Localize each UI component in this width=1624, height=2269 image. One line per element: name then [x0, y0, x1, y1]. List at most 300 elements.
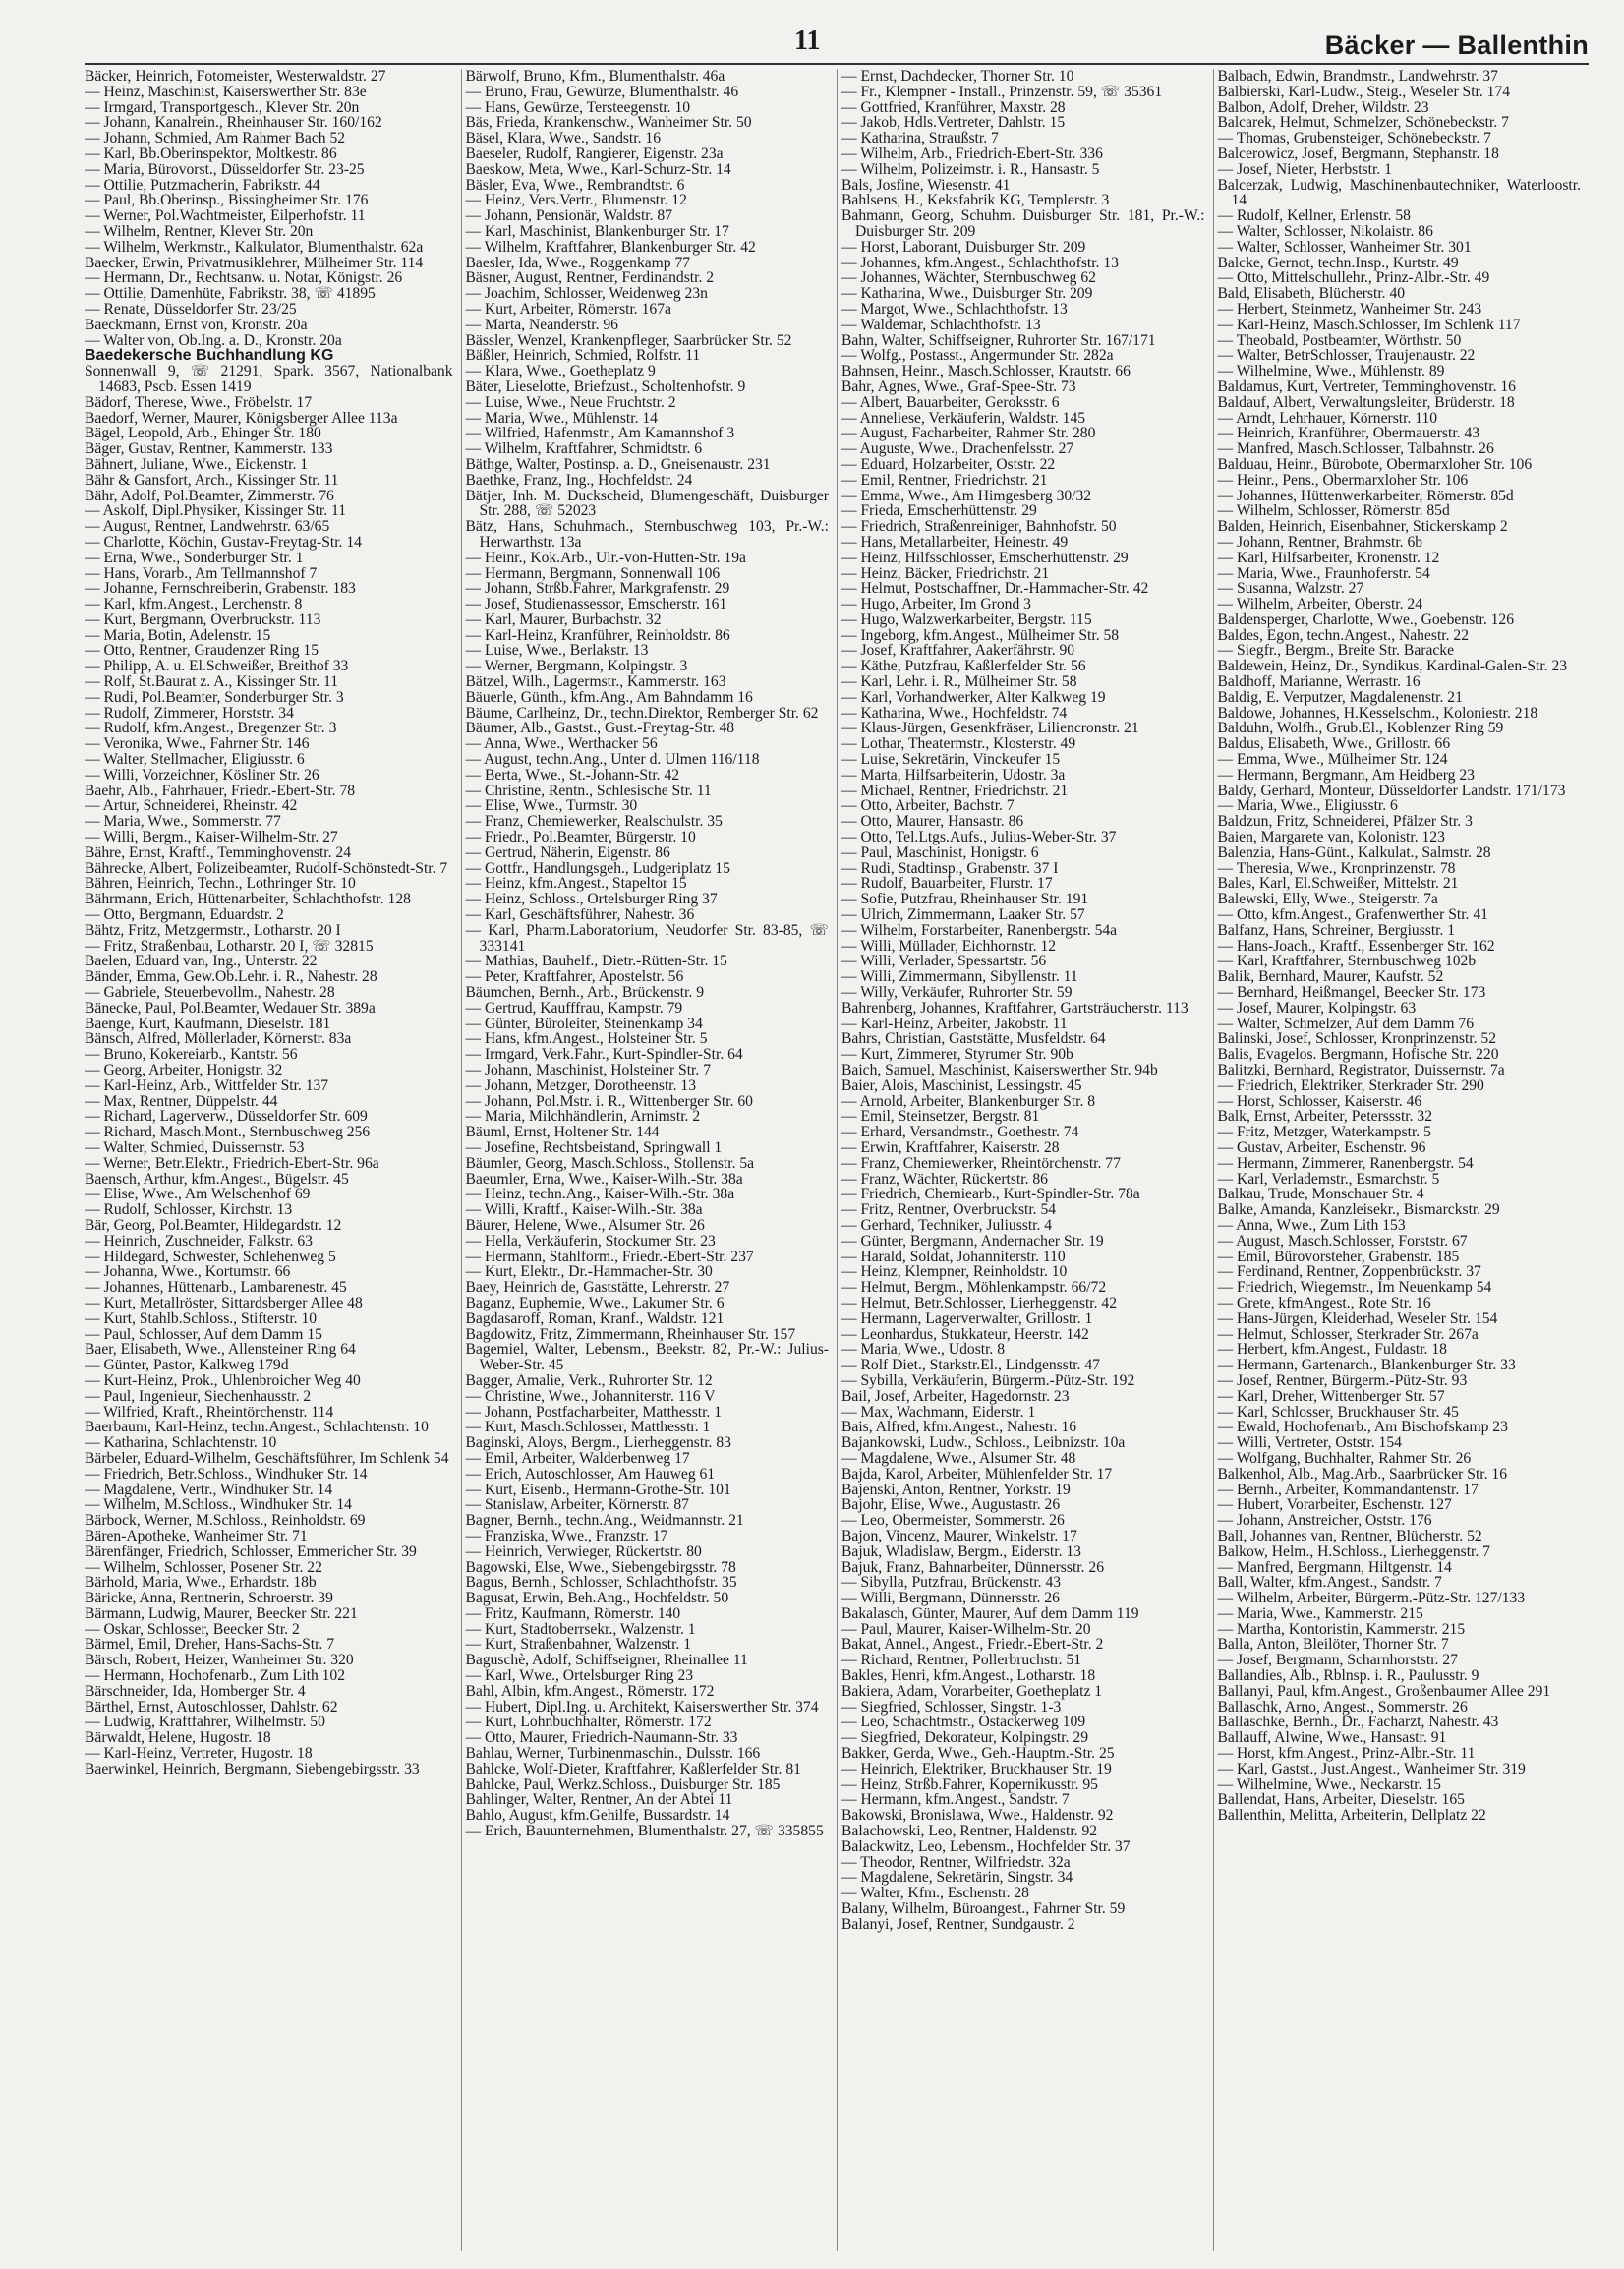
directory-entry: Bales, Karl, El.Schweißer, Mittelstr. 21 — [1217, 875, 1459, 893]
directory-entry: — Max, Wachmann, Eiderstr. 1 — [841, 1403, 1036, 1421]
directory-entry: — Wilhelm, Kraftfahrer, Schmidtstr. 6 — [465, 440, 703, 458]
directory-entry: — Walter, Kfm., Eschenstr. 28 — [841, 1885, 1029, 1902]
directory-entry: — Ludwig, Kraftfahrer, Wilhelmstr. 50 — [85, 1714, 325, 1731]
directory-entry: Bajankowski, Ludw., Schloss., Leibnizstr. 10a — [841, 1434, 1126, 1452]
directory-entry: — Anna, Wwe., Zum Lith 153 — [1217, 1216, 1406, 1234]
directory-entry: Baich, Samuel, Maschinist, Kaiserswerther Str. 94b — [841, 1062, 1158, 1078]
directory-entry: Bald, Elisabeth, Blücherstr. 40 — [1217, 285, 1406, 303]
directory-entry: — Emil, Arbeiter, Walderbenweg 17 — [465, 1449, 690, 1467]
directory-entry: Bäuerle, Günth., kfm.Ang., Am Bahndamm 16 — [465, 688, 753, 706]
page-header — [0, 0, 1624, 61]
directory-entry: — Kurt, Metallröster, Sittardsberger Allee 48 — [85, 1294, 363, 1311]
directory-entry: Bahlinger, Walter, Rentner, An der Abtei 11 — [465, 1791, 733, 1809]
directory-entry: Bäger, Gustav, Rentner, Kammerstr. 133 — [85, 440, 333, 458]
directory-entry: — Karl, Hilfsarbeiter, Kronenstr. 12 — [1217, 549, 1440, 566]
directory-entry: — Heinrich, Kranführer, Obermauerstr. 43 — [1217, 425, 1480, 442]
directory-entry: Bäs, Frieda, Krankenschw., Wanheimer Str. 50 — [465, 114, 752, 132]
directory-entry: — Rolf Diet., Starkstr.El., Lindgensstr. 47 — [841, 1357, 1100, 1374]
directory-entry: Balden, Heinrich, Eisenbahner, Stickerskamp 2 — [1217, 518, 1508, 536]
directory-entry: — Erhard, Versandmstr., Goethestr. 74 — [841, 1124, 1079, 1141]
directory-entry: — Karl-Heinz, Kranführer, Reinholdstr. 86 — [465, 626, 730, 644]
directory-entry: Bährmann, Erich, Hüttenarbeiter, Schlachthofstr. 128 — [85, 891, 411, 908]
directory-entry: — Karl, Wwe., Ortelsburger Ring 23 — [465, 1667, 694, 1685]
directory-entry: — Albert, Bauarbeiter, Geroksstr. 6 — [841, 393, 1060, 411]
directory-entry: Balany, Wilhelm, Büroangest., Fahrner Str. 59 — [841, 1900, 1126, 1918]
directory-entry: — Fr., Klempner - Install., Prinzenstr. 59, ☏ 35361 — [841, 83, 1163, 100]
directory-entry: — Theobald, Postbeamter, Wörthstr. 50 — [1217, 331, 1462, 349]
directory-entry: Bakiera, Adam, Vorarbeiter, Goetheplatz 1 — [841, 1682, 1103, 1700]
directory-entry: — Veronika, Wwe., Fahrner Str. 146 — [85, 735, 310, 753]
directory-entry: — Max, Rentner, Düppelstr. 44 — [85, 1092, 278, 1110]
directory-entry: — Maria, Wwe., Mühlenstr. 14 — [465, 409, 658, 427]
directory-entry: Baethke, Franz, Ing., Hochfeldstr. 24 — [465, 471, 693, 489]
directory-entry: — Rudolf, Bauarbeiter, Flurstr. 17 — [841, 875, 1053, 893]
directory-entry: — Wolfgang, Buchhalter, Rahmer Str. 26 — [1217, 1449, 1472, 1467]
directory-entry: — Otto, Maurer, Hansastr. 86 — [841, 813, 1024, 831]
directory-entry: — Rudi, Pol.Beamter, Sonderburger Str. 3 — [85, 688, 344, 706]
directory-entry: — Heinz, kfm.Angest., Stapeltor 15 — [465, 875, 687, 893]
directory-entry: — Harald, Soldat, Johanniterstr. 110 — [841, 1248, 1066, 1265]
directory-entry: Bahl, Albin, kfm.Angest., Römerstr. 172 — [465, 1682, 715, 1700]
directory-entry: — Kurt, Bergmann, Overbruckstr. 113 — [85, 611, 321, 628]
directory-entry: Bässler, Wenzel, Krankenpfleger, Saarbrücker Str. 52 — [465, 331, 792, 349]
directory-entry: — Otto, Rentner, Graudenzer Ring 15 — [85, 642, 319, 660]
directory-entry: — Heinz, Strßb.Fahrer, Kopernikusstr. 95 — [841, 1775, 1098, 1793]
directory-entry: — Arnold, Arbeiter, Blankenburger Str. 8 — [841, 1092, 1096, 1110]
directory-entry: — Walter von, Ob.Ing. a. D., Kronstr. 20a — [85, 331, 342, 349]
directory-entry: — Ottilie, Damenhüte, Fabrikstr. 38, ☏ 41895 — [85, 285, 376, 303]
directory-entry: — Waldemar, Schlachthofstr. 13 — [841, 316, 1041, 333]
directory-entry: Balcerzak, Ludwig, Maschinenbautechniker, Waterloostr. 14 — [1217, 176, 1581, 209]
directory-entry: Bäthge, Walter, Postinsp. a. D., Gneisenaustr. 231 — [465, 455, 771, 473]
directory-entry: — Gertrud, Näherin, Eigenstr. 86 — [465, 844, 670, 861]
directory-entry: — Richard, Masch.Mont., Sternbuschweg 256 — [85, 1124, 371, 1141]
directory-entry: — Elise, Wwe., Am Welschenhof 69 — [85, 1186, 311, 1203]
directory-entry: — Josefine, Rechtsbeistand, Springwall 1 — [465, 1138, 723, 1156]
directory-entry: — Otto, Maurer, Friedrich-Naumann-Str. 33 — [465, 1729, 738, 1747]
directory-entry: — Luise, Wwe., Neue Fruchtstr. 2 — [465, 393, 676, 411]
directory-entry: — Willi, Müllader, Eichhornstr. 12 — [841, 937, 1057, 955]
directory-entry: — Otto, Tel.Ltgs.Aufs., Julius-Weber-Str. 37 — [841, 829, 1117, 846]
directory-entry: Baganz, Euphemie, Wwe., Lakumer Str. 6 — [465, 1294, 725, 1311]
directory-entry: — Rudolf, Kellner, Erlenstr. 58 — [1217, 207, 1411, 225]
directory-entry: — Peter, Kraftfahrer, Apostelstr. 56 — [465, 968, 684, 986]
directory-entry: — Paul, Ingenieur, Siechenhausstr. 2 — [85, 1387, 312, 1405]
directory-entry: Baedekersche Buchhandlung KG — [85, 347, 334, 365]
directory-entry: — Fritz, Rentner, Overbruckstr. 54 — [841, 1201, 1057, 1219]
directory-entry: Balkau, Trude, Monschauer Str. 4 — [1217, 1186, 1424, 1203]
directory-entry: Bäume, Carlheinz, Dr., techn.Direktor, Remberger Str. 62 — [465, 704, 819, 722]
directory-entry: Bär, Georg, Pol.Beamter, Hildegardstr. 12 — [85, 1216, 342, 1234]
directory-entry: — Wilhelm, M.Schloss., Windhuker Str. 14 — [85, 1496, 352, 1514]
directory-entry: Balis, Evagelos. Bergmann, Hofische Str. 220 — [1217, 1046, 1499, 1064]
directory-entry: — Johann, Maschinist, Holsteiner Str. 7 — [465, 1062, 711, 1078]
directory-entry: — Karl-Heinz, Masch.Schlosser, Im Schlenk 117 — [1217, 316, 1521, 333]
directory-entry: — Magdalene, Wwe., Alsumer Str. 48 — [841, 1449, 1076, 1467]
directory-entry: Baldy, Gerhard, Monteur, Düsseldorfer Landstr. 171/173 — [1217, 782, 1566, 799]
directory-entry: Baldewein, Heinz, Dr., Syndikus, Kardinal-Galen-Str. 23 — [1217, 658, 1568, 675]
directory-entry: — Otto, Mittelschullehr., Prinz-Albr.-Str. 49 — [1217, 269, 1490, 287]
directory-entry: — Johann, Kanalrein., Rheinhauser Str. 160/162 — [85, 114, 382, 132]
directory-entry: — Walter, BetrSchlosser, Traujenaustr. 22 — [1217, 347, 1476, 365]
directory-entry: — August, Facharbeiter, Rahmer Str. 280 — [841, 425, 1096, 442]
directory-entry: — Heinr., Kok.Arb., Ulr.-von-Hutten-Str. 19a — [465, 549, 746, 566]
directory-entry: — Heinz, techn.Ang., Kaiser-Wilh.-Str. 38a — [465, 1186, 735, 1203]
directory-entry: — Walter, Schlosser, Wanheimer Str. 301 — [1217, 238, 1472, 256]
directory-entry: — Karl, Maschinist, Blankenburger Str. 17 — [465, 222, 729, 240]
directory-entry: — Hermann, Lagerverwalter, Grillostr. 1 — [841, 1309, 1093, 1327]
directory-entry: Baldig, E. Verputzer, Magdalenenstr. 21 — [1217, 688, 1463, 706]
directory-entry: — Hans, kfm.Angest., Holsteiner Str. 5 — [465, 1030, 708, 1048]
directory-entry: Bajuk, Franz, Bahnarbeiter, Dünnersstr. 26 — [841, 1558, 1105, 1576]
directory-entry: — Kurt, Straßenbahner, Walzenstr. 1 — [465, 1636, 692, 1654]
directory-entry: — Kurt, Stadtoberrsekr., Walzenstr. 1 — [465, 1620, 696, 1638]
directory-entry: Bakalasch, Günter, Maurer, Auf dem Damm 119 — [841, 1604, 1139, 1622]
directory-entry: — Hans, Metallarbeiter, Heinestr. 49 — [841, 533, 1069, 551]
directory-entry: — Franz, Wächter, Rückertstr. 86 — [841, 1170, 1048, 1188]
directory-entry: — Friedrich, Elektriker, Sterkrader Str. 290 — [1217, 1076, 1484, 1094]
directory-entry: — Joachim, Schlosser, Weidenweg 23n — [465, 285, 708, 303]
directory-entry: Balcke, Gernot, techn.Insp., Kurtstr. 49 — [1217, 254, 1459, 271]
directory-entry: — Emma, Wwe., Am Himgesberg 30/32 — [841, 487, 1092, 504]
directory-entry: — Karl, Pharm.Laboratorium, Neudorfer Str. 83-85, ☏ 333141 — [465, 921, 829, 955]
directory-entry: — Luise, Wwe., Berlakstr. 13 — [465, 642, 649, 660]
directory-entry: Balbierski, Karl-Ludw., Steig., Weseler Str. 174 — [1217, 83, 1511, 100]
directory-entry: Balik, Bernhard, Maurer, Kaufstr. 52 — [1217, 968, 1444, 986]
directory-entry: — Hans, Gewürze, Tersteegenstr. 10 — [465, 98, 691, 116]
directory-entry: Balla, Anton, Bleilöter, Thorner Str. 7 — [1217, 1636, 1449, 1654]
directory-columns — [85, 69, 1589, 2251]
directory-entry: — Hans-Jürgen, Kleiderhad, Weseler Str. 154 — [1217, 1309, 1498, 1327]
directory-entry: — Paul, Schlosser, Auf dem Damm 15 — [85, 1325, 322, 1343]
directory-entry: — Wilhelm, Schlosser, Römerstr. 85d — [1217, 502, 1450, 520]
directory-entry: Balewski, Elly, Wwe., Steigerstr. 7a — [1217, 891, 1438, 908]
directory-entry: — Werner, Pol.Wachtmeister, Eilperhofstr. 11 — [85, 207, 366, 225]
directory-entry: — August, Rentner, Landwehrstr. 63/65 — [85, 518, 330, 536]
directory-entry: — Karl, Geschäftsführer, Nahestr. 36 — [465, 906, 695, 924]
directory-entry: — Erich, Autoschlosser, Am Hauweg 61 — [465, 1465, 716, 1483]
directory-entry: Baerwinkel, Heinrich, Bergmann, Siebengebirgsstr. 33 — [85, 1760, 420, 1777]
directory-entry: — Walter, Schmelzer, Auf dem Damm 76 — [1217, 1015, 1475, 1032]
directory-entry: — Friedr., Pol.Beamter, Bürgerstr. 10 — [465, 829, 696, 846]
directory-entry: — Fritz, Straßenbau, Lotharstr. 20 I, ☏ 32815 — [85, 937, 374, 955]
directory-entry: — Franziska, Wwe., Franzstr. 17 — [465, 1527, 668, 1544]
directory-entry: — Maria, Wwe., Fraunhoferstr. 54 — [1217, 564, 1430, 582]
directory-entry: Bätjer, Inh. M. Duckscheid, Blumengeschäft, Duisburger Str. 288, ☏ 52023 — [465, 487, 829, 520]
directory-entry: — Heinz, Vers.Vertr., Blumenstr. 12 — [465, 192, 687, 209]
directory-entry: Bäumler, Georg, Masch.Schloss., Stollenstr. 5a — [465, 1154, 755, 1172]
directory-entry: Bagger, Amalie, Verk., Ruhrorter Str. 12 — [465, 1371, 713, 1389]
directory-entry: — Emma, Wwe., Mülheimer Str. 124 — [1217, 751, 1448, 769]
directory-entry: — Stanislaw, Arbeiter, Körnerstr. 87 — [465, 1496, 689, 1514]
directory-entry: Balcarek, Helmut, Schmelzer, Schönebeckstr. 7 — [1217, 114, 1509, 132]
directory-entry: — Lothar, Theatermstr., Klosterstr. 49 — [841, 735, 1076, 753]
directory-entry: Balduhn, Wolfh., Grub.El., Koblenzer Ring 59 — [1217, 720, 1504, 737]
directory-entry: — Johann, Pensionär, Waldstr. 87 — [465, 207, 672, 225]
directory-entry: — Manfred, Masch.Schlosser, Talbahnstr. 26 — [1217, 440, 1494, 458]
directory-entry: — Heinz, Klempner, Reinholdstr. 10 — [841, 1263, 1068, 1281]
directory-entry: Bähnert, Juliane, Wwe., Eickenstr. 1 — [85, 455, 309, 473]
directory-entry: — Helmut, Bergm., Möhlenkampstr. 66/72 — [841, 1279, 1107, 1297]
directory-entry: — Hermann, Bergmann, Am Heidberg 23 — [1217, 766, 1475, 784]
directory-entry: Bahlsens, H., Keksfabrik KG, Templerstr. 3 — [841, 192, 1110, 209]
directory-entry: Ballaschk, Arno, Angest., Sommerstr. 26 — [1217, 1698, 1468, 1716]
directory-entry: — Karl, kfm.Angest., Lerchenstr. 8 — [85, 596, 303, 613]
running-head: Bäcker — Ballenthin — [1324, 30, 1589, 60]
directory-entry: — Franz, Chemiewerker, Realschulstr. 35 — [465, 813, 723, 831]
directory-entry: — Marta, Hilfsarbeiterin, Udostr. 3a — [841, 766, 1066, 784]
directory-entry: — Siegfr., Bergm., Breite Str. Baracke — [1217, 642, 1454, 660]
directory-entry: Balachowski, Leo, Rentner, Haldenstr. 92 — [841, 1823, 1098, 1840]
directory-entry: — Johann, Rentner, Brahmstr. 6b — [1217, 533, 1423, 551]
directory-entry: — Rudolf, Zimmerer, Horststr. 34 — [85, 704, 294, 722]
directory-entry: — Werner, Betr.Elektr., Friedrich-Ebert-Str. 96a — [85, 1154, 379, 1172]
directory-entry: Baedorf, Werner, Maurer, Königsberger Allee 113a — [85, 409, 398, 427]
directory-entry: — Käthe, Putzfrau, Kaßlerfelder Str. 56 — [841, 658, 1086, 675]
directory-entry: — Rudolf, kfm.Angest., Bregenzer Str. 3 — [85, 720, 337, 737]
directory-entry: — Erich, Bauunternehmen, Blumenthalstr. 27, ☏ 335855 — [465, 1823, 824, 1840]
directory-entry: — Eduard, Holzarbeiter, Oststr. 22 — [841, 455, 1056, 473]
directory-entry: — Susanna, Walzstr. 27 — [1217, 580, 1364, 598]
directory-entry: Bärmel, Emil, Dreher, Hans-Sachs-Str. 7 — [85, 1636, 335, 1654]
directory-entry: Bahr, Agnes, Wwe., Graf-Spee-Str. 73 — [841, 378, 1076, 395]
directory-entry: Bail, Josef, Arbeiter, Hagedornstr. 23 — [841, 1387, 1070, 1405]
directory-entry: — Klara, Wwe., Goetheplatz 9 — [465, 363, 656, 380]
directory-entry: — Theodor, Rentner, Wilfriedstr. 32a — [841, 1853, 1071, 1871]
directory-entry: Bärwolf, Bruno, Kfm., Blumenthalstr. 46a — [465, 69, 725, 85]
directory-entry: Bärmann, Ludwig, Maurer, Beecker Str. 221 — [85, 1604, 358, 1622]
directory-entry: — Horst, Schlosser, Kaiserstr. 46 — [1217, 1092, 1422, 1110]
directory-entry: — Katharina, Straußstr. 7 — [841, 130, 999, 147]
directory-entry: — Johann, Anstreicher, Oststr. 176 — [1217, 1512, 1432, 1530]
directory-entry: Bakat, Annel., Angest., Friedr.-Ebert-Str. 2 — [841, 1636, 1104, 1654]
directory-entry: — Kurt, Masch.Schlosser, Matthesstr. 1 — [465, 1419, 711, 1436]
directory-entry: — Friedrich, Betr.Schloss., Windhuker Str. 14 — [85, 1465, 368, 1483]
directory-entry: Balcerowicz, Josef, Bergmann, Stephanstr. 18 — [1217, 145, 1499, 162]
directory-entry: — Hans, Vorarb., Am Tellmannshof 7 — [85, 564, 318, 582]
directory-entry: Bäurer, Helene, Wwe., Alsumer Str. 26 — [465, 1216, 705, 1234]
directory-entry: Bäßler, Heinrich, Schmied, Rolfstr. 11 — [465, 347, 701, 365]
directory-entry: Bähren, Heinrich, Techn., Lothringer Str. 10 — [85, 875, 356, 893]
directory-entry: Bähre, Ernst, Kraftf., Temminghovenstr. 24 — [85, 844, 352, 861]
directory-entry: Bahlo, August, kfm.Gehilfe, Bussardstr. 14 — [465, 1807, 730, 1825]
directory-entry: — Theresia, Wwe., Kronprinzenstr. 78 — [1217, 859, 1456, 877]
directory-entry: — Johannes, Hüttenarb., Lambarenestr. 45 — [85, 1279, 347, 1297]
directory-entry: — Johannes, Hüttenwerkarbeiter, Römerstr. 85d — [1217, 487, 1514, 504]
directory-entry: Bahnsen, Heinr., Masch.Schlosser, Krautstr. 66 — [841, 363, 1131, 380]
directory-entry: — Johanne, Fernschreiberin, Grabenstr. 183 — [85, 580, 356, 598]
directory-entry: — Artur, Schneiderei, Rheinstr. 42 — [85, 797, 298, 815]
directory-entry: Bärwaldt, Helene, Hugostr. 18 — [85, 1729, 271, 1747]
directory-entry: Sonnenwall 9, ☏ 21291, Spark. 3567, Nationalbank 14683, Pscb. Essen 1419 — [85, 363, 453, 395]
directory-entry: — Maria, Botin, Adelenstr. 15 — [85, 626, 271, 644]
directory-entry: — Gertrud, Kaufffrau, Kampstr. 79 — [465, 999, 683, 1017]
directory-entry: — Erna, Wwe., Sonderburger Str. 1 — [85, 549, 304, 566]
column-3 — [837, 69, 1213, 2251]
directory-entry: Bäumer, Alb., Gastst., Gust.-Freytag-Str. 48 — [465, 720, 735, 737]
directory-entry: Bakker, Gerda, Wwe., Geh.-Hauptm.-Str. 25 — [841, 1745, 1115, 1763]
directory-entry: Bagus, Bernh., Schlosser, Schlachthofstr. 35 — [465, 1574, 737, 1592]
directory-entry: — Johanna, Wwe., Kortumstr. 66 — [85, 1263, 291, 1281]
directory-entry: Bahn, Walter, Schiffseigner, Ruhrorter Str. 167/171 — [841, 331, 1156, 349]
directory-entry: — Josef, Maurer, Kolpingstr. 63 — [1217, 999, 1417, 1017]
directory-entry: — Karl-Heinz, Arb., Wittfelder Str. 137 — [85, 1076, 329, 1094]
directory-entry: Bänecke, Paul, Pol.Beamter, Wedauer Str. 389a — [85, 999, 376, 1017]
directory-entry: — Sofie, Putzfrau, Rheinhauser Str. 191 — [841, 891, 1089, 908]
directory-entry: — Otto, Arbeiter, Bachstr. 7 — [841, 797, 1015, 815]
directory-entry: — Maria, Wwe., Eligiusstr. 6 — [1217, 797, 1398, 815]
directory-entry: — Hermann, Zimmerer, Ranenbergstr. 54 — [1217, 1154, 1474, 1172]
directory-entry: — Jakob, Hdls.Vertreter, Dahlstr. 15 — [841, 114, 1066, 132]
directory-entry: — Auguste, Wwe., Drachenfelsstr. 27 — [841, 440, 1074, 458]
directory-entry: — Wilhelmine, Wwe., Mühlenstr. 89 — [1217, 363, 1445, 380]
directory-entry: Balackwitz, Leo, Lebensm., Hochfelder Str. 37 — [841, 1837, 1131, 1855]
directory-entry: — Leo, Obermeister, Sommerstr. 26 — [841, 1512, 1065, 1530]
directory-entry: — Charlotte, Köchin, Gustav-Freytag-Str. 14 — [85, 533, 362, 551]
directory-entry: — Otto, kfm.Angest., Grafenwerther Str. 41 — [1217, 906, 1488, 924]
directory-entry: — Irmgard, Transportgesch., Klever Str. 20n — [85, 98, 360, 116]
directory-entry: Balitzki, Bernhard, Registrator, Duissernstr. 7a — [1217, 1062, 1505, 1078]
directory-entry: Baeskow, Meta, Wwe., Karl-Schurz-Str. 14 — [465, 160, 731, 178]
directory-entry: Balfanz, Hans, Schreiner, Bergiusstr. 1 — [1217, 921, 1456, 939]
directory-entry: Baeseler, Rudolf, Rangierer, Eigenstr. 23a — [465, 145, 724, 162]
directory-entry: Bägel, Leopold, Arb., Ehinger Str. 180 — [85, 425, 321, 442]
directory-entry: Bären-Apotheke, Wanheimer Str. 71 — [85, 1527, 308, 1544]
directory-entry: Baensch, Arthur, kfm.Angest., Bügelstr. 45 — [85, 1170, 349, 1188]
directory-entry: Bänder, Emma, Gew.Ob.Lehr. i. R., Nahestr. 28 — [85, 968, 377, 986]
directory-entry: — August, techn.Ang., Unter d. Ulmen 116/118 — [465, 751, 760, 769]
directory-entry: — Georg, Arbeiter, Honigstr. 32 — [85, 1062, 283, 1078]
directory-entry: — Horst, Laborant, Duisburger Str. 209 — [841, 238, 1086, 256]
directory-entry: — Marta, Neanderstr. 96 — [465, 316, 618, 333]
directory-entry: — Otto, Bergmann, Eduardstr. 2 — [85, 906, 284, 924]
directory-entry: — Willi, Bergm., Kaiser-Wilhelm-Str. 27 — [85, 829, 338, 846]
directory-entry: Bajuk, Wladislaw, Bergm., Eiderstr. 13 — [841, 1542, 1081, 1560]
directory-entry: — Kurt-Heinz, Prok., Uhlenbroicher Weg 40 — [85, 1371, 361, 1389]
directory-entry: — Helmut, Betr.Schlosser, Lierheggenstr. 42 — [841, 1294, 1118, 1311]
directory-entry: — Magdalene, Vertr., Windhuker Str. 14 — [85, 1481, 333, 1498]
directory-entry: — August, Masch.Schlosser, Forststr. 67 — [1217, 1232, 1468, 1250]
directory-entry: — Hermann, Hochofenarb., Zum Lith 102 — [85, 1667, 346, 1685]
directory-entry: — Karl, Vorhandwerker, Alter Kalkweg 19 — [841, 688, 1106, 706]
directory-entry: — Johann, Strßb.Fahrer, Markgrafenstr. 29 — [465, 580, 730, 598]
directory-entry: Ballendat, Hans, Arbeiter, Dieselstr. 165 — [1217, 1791, 1465, 1809]
directory-entry: — Leo, Schachtmstr., Ostackerweg 109 — [841, 1714, 1086, 1731]
directory-entry: — Günter, Bergmann, Andernacher Str. 19 — [841, 1232, 1104, 1250]
directory-entry: Balk, Ernst, Arbeiter, Peterssstr. 32 — [1217, 1108, 1433, 1126]
directory-entry: — Hermann, Stahlform., Friedr.-Ebert-Str. 237 — [465, 1248, 754, 1265]
directory-entry: Baldensperger, Charlotte, Wwe., Goebenstr. 126 — [1217, 611, 1515, 628]
directory-entry: — Wilhelm, Schlosser, Posener Str. 22 — [85, 1558, 322, 1576]
directory-entry: Baldowe, Johannes, H.Kesselschm., Koloniestr. 218 — [1217, 704, 1538, 722]
directory-entry: — Renate, Düsseldorfer Str. 23/25 — [85, 300, 297, 318]
directory-entry: — Richard, Rentner, Pollerbruchstr. 51 — [841, 1652, 1082, 1669]
directory-entry: Bähtz, Fritz, Metzgermstr., Lotharstr. 20 I — [85, 921, 341, 939]
directory-entry: — Heinz, Hilfsschlosser, Emscherhüttenstr. 29 — [841, 549, 1129, 566]
directory-entry: Baeumler, Erna, Wwe., Kaiser-Wilh.-Str. 38a — [465, 1170, 743, 1188]
directory-entry: — Leonhardus, Stukkateur, Heerstr. 142 — [841, 1325, 1089, 1343]
directory-entry: Bais, Alfred, kfm.Angest., Nahestr. 16 — [841, 1419, 1077, 1436]
directory-entry: Bätzel, Wilh., Lagermstr., Kammerstr. 163 — [465, 673, 726, 691]
directory-entry: — Maria, Wwe., Udostr. 8 — [841, 1341, 1006, 1359]
directory-entry: — Willi, Verlader, Spessartstr. 56 — [841, 953, 1047, 970]
directory-entry: — Oskar, Schlosser, Beecker Str. 2 — [85, 1620, 300, 1638]
directory-entry: Bärenfänger, Friedrich, Schlosser, Emmericher Str. 39 — [85, 1542, 417, 1560]
directory-entry: — Grete, kfmAngest., Rote Str. 16 — [1217, 1294, 1431, 1311]
directory-entry: — Emil, Bürovorsteher, Grabenstr. 185 — [1217, 1248, 1460, 1265]
directory-entry: — Margot, Wwe., Schlachthofstr. 13 — [841, 300, 1068, 318]
directory-entry: Balenzia, Hans-Günt., Kalkulat., Salmstr. 28 — [1217, 844, 1491, 861]
directory-entry: — Thomas, Grubensteiger, Schönebeckstr. 7 — [1217, 130, 1491, 147]
directory-entry: — Karl, Verlademstr., Esmarchstr. 5 — [1217, 1170, 1440, 1188]
directory-entry: — Günter, Pastor, Kalkweg 179d — [85, 1357, 289, 1374]
directory-entry: Bädorf, Therese, Wwe., Fröbelstr. 17 — [85, 393, 313, 411]
directory-entry: Baien, Margarete van, Kolonistr. 123 — [1217, 829, 1445, 846]
directory-entry: Balkenhol, Alb., Mag.Arb., Saarbrücker Str. 16 — [1217, 1465, 1507, 1483]
directory-entry: — Horst, kfm.Angest., Prinz-Albr.-Str. 11 — [1217, 1745, 1476, 1763]
directory-entry: — Josef, Bergmann, Scharnhorststr. 27 — [1217, 1652, 1458, 1669]
directory-entry: Bäricke, Anna, Rentnerin, Schroerstr. 39 — [85, 1590, 333, 1607]
directory-entry: — Walter, Schmied, Duissernstr. 53 — [85, 1138, 305, 1156]
directory-entry: — Karl, Kraftfahrer, Sternbuschweg 102b — [1217, 953, 1477, 970]
directory-entry: — Paul, Maschinist, Honigstr. 6 — [841, 844, 1039, 861]
column-4 — [1213, 69, 1590, 2251]
directory-entry: — Herbert, Steinmetz, Wanheimer Str. 243 — [1217, 300, 1482, 318]
directory-entry: — Gerhard, Techniker, Juliusstr. 4 — [841, 1216, 1053, 1234]
directory-entry: — Bernhard, Heißmangel, Beecker Str. 173 — [1217, 984, 1486, 1002]
directory-entry: — Friedrich, Straßenreiniger, Bahnhofstr. 50 — [841, 518, 1117, 536]
directory-entry: Baenge, Kurt, Kaufmann, Dieselstr. 181 — [85, 1015, 331, 1032]
directory-entry: — Siegfried, Dekorateur, Kolpingstr. 29 — [841, 1729, 1088, 1747]
directory-entry: Baginski, Aloys, Bergm., Lierheggenstr. 83 — [465, 1434, 731, 1452]
directory-entry: — Rudi, Stadtinsp., Grabenstr. 37 I — [841, 859, 1059, 877]
directory-entry: — Kurt, Lohnbuchhalter, Römerstr. 172 — [465, 1714, 712, 1731]
column-1 — [85, 69, 461, 2251]
directory-entry: — Wilhelm, Rentner, Klever Str. 20n — [85, 222, 314, 240]
directory-entry: Baelen, Eduard van, Ing., Unterstr. 22 — [85, 953, 318, 970]
directory-entry: Bärbock, Werner, M.Schloss., Reinholdstr. 69 — [85, 1512, 366, 1530]
directory-entry: — Gottfried, Kranführer, Maxstr. 28 — [841, 98, 1066, 116]
directory-entry: Baldus, Elisabeth, Wwe., Grillostr. 66 — [1217, 735, 1451, 753]
directory-entry: — Willi, Kraftf., Kaiser-Wilh.-Str. 38a — [465, 1201, 703, 1219]
directory-entry: — Friedrich, Chemiearb., Kurt-Spindler-Str. 78a — [841, 1186, 1140, 1203]
directory-entry: — Askolf, Dipl.Physiker, Kissinger Str. 11 — [85, 502, 347, 520]
directory-entry: Bahrenberg, Johannes, Kraftfahrer, Gartsträucherstr. 113 — [841, 999, 1189, 1017]
directory-entry: Bahrs, Christian, Gaststätte, Musfeldstr. 64 — [841, 1030, 1106, 1048]
directory-entry: — Hildegard, Schwester, Schlehenweg 5 — [85, 1248, 336, 1265]
directory-entry: — Ulrich, Zimmermann, Laaker Str. 57 — [841, 906, 1085, 924]
directory-entry: — Hubert, Dipl.Ing. u. Architekt, Kaiserswerther Str. 374 — [465, 1698, 819, 1716]
directory-entry: Baldauf, Albert, Verwaltungsleiter, Brüderstr. 18 — [1217, 393, 1515, 411]
directory-entry: Balbach, Edwin, Brandmstr., Landwehrstr. 37 — [1217, 69, 1498, 85]
directory-entry: — Heinrich, Elektriker, Bruckhauser Str. 19 — [841, 1760, 1112, 1777]
directory-entry: — Wilhelm, Kraftfahrer, Blankenburger Str. 42 — [465, 238, 756, 256]
directory-entry: — Willi, Zimmermann, Sibyllenstr. 11 — [841, 968, 1078, 986]
directory-entry: Bajohr, Elise, Wwe., Augustastr. 26 — [841, 1496, 1061, 1514]
directory-entry: Baldes, Egon, techn.Angest., Nahestr. 22 — [1217, 626, 1470, 644]
directory-entry: Baldamus, Kurt, Vertreter, Temminghovenstr. 16 — [1217, 378, 1516, 395]
directory-entry: — Wilhelmine, Wwe., Neckarstr. 15 — [1217, 1775, 1441, 1793]
directory-entry: — Maria, Milchhändlerin, Arnimstr. 2 — [465, 1108, 701, 1126]
directory-entry: — Kurt, Zimmerer, Styrumer Str. 90b — [841, 1046, 1073, 1064]
directory-entry: Bäsler, Eva, Wwe., Rembrandtstr. 6 — [465, 176, 685, 194]
directory-entry: Ballenthin, Melitta, Arbeiterin, Dellplatz 22 — [1217, 1807, 1486, 1825]
directory-entry: — Friedrich, Wiegemstr., Im Neuenkamp 54 — [1217, 1279, 1492, 1297]
directory-entry: Baldhoff, Marianne, Werrastr. 16 — [1217, 673, 1421, 691]
directory-entry: — Johannes, kfm.Angest., Schlachthofstr. 13 — [841, 254, 1119, 271]
directory-entry: — Hans-Joach., Kraftf., Essenberger Str. 162 — [1217, 937, 1495, 955]
directory-entry: Balanyi, Josef, Rentner, Sundgaustr. 2 — [841, 1915, 1075, 1933]
